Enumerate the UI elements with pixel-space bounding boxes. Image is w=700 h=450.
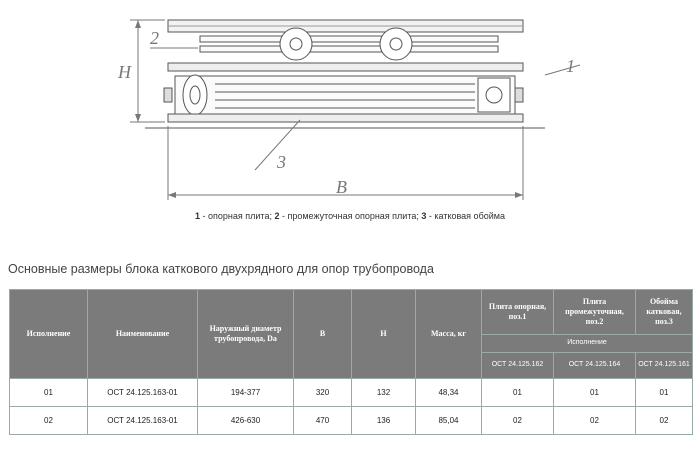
header-cage-3: Обойма катковая, поз.3 (636, 290, 693, 335)
caption-text-3: - катковая обойма (426, 211, 505, 221)
upper-bar (200, 36, 498, 42)
caption-num-1: 1 (195, 211, 201, 221)
table-row (10, 407, 693, 435)
callout-label-2: 2 (150, 28, 159, 48)
cell-b: 320 (294, 379, 352, 407)
header-std-3: ОСТ 24.125.161 (636, 353, 693, 379)
cell-plate-1: 01 (482, 379, 554, 407)
header-plate-2: Плита промежуточная, поз.2 (554, 290, 636, 335)
cell-name: ОСТ 24.125.163-01 (88, 407, 198, 435)
header-variant: Исполнение (10, 290, 88, 379)
header-name: Наименование (88, 290, 198, 379)
cell-cage-3: 01 (636, 379, 693, 407)
header-mass: Масса, кг (416, 290, 482, 379)
cell-mass: 48,34 (416, 379, 482, 407)
header-std-2: ОСТ 24.125.164 (554, 353, 636, 379)
cell-variant: 02 (10, 407, 88, 435)
cell-variant: 01 (10, 379, 88, 407)
technical-drawing (0, 0, 700, 210)
lower-roller-left (183, 75, 207, 115)
header-diameter: Наружный диаметр трубопровода, Da (198, 290, 294, 379)
cell-mass: 85,04 (416, 407, 482, 435)
dimension-label-b: B (336, 177, 347, 197)
upper-bar-2 (200, 46, 498, 52)
cell-diameter: 426-630 (198, 407, 294, 435)
intermediate-plate (168, 63, 523, 71)
dimensions-table (9, 289, 693, 435)
cell-cage-3: 02 (636, 407, 693, 435)
cell-h: 136 (352, 407, 416, 435)
header-h: H (352, 290, 416, 379)
dimension-label-h: H (118, 62, 131, 82)
upper-roller-right (380, 28, 412, 60)
cell-plate-1: 02 (482, 407, 554, 435)
cell-b: 470 (294, 407, 352, 435)
cell-plate-2: 02 (554, 407, 636, 435)
callout-label-1: 1 (566, 56, 575, 76)
lower-roller-right (478, 78, 510, 112)
cell-plate-2: 01 (554, 379, 636, 407)
upper-roller-left (280, 28, 312, 60)
cell-diameter: 194-377 (198, 379, 294, 407)
section-title: Основные размеры блока каткового двухрядного для опор трубопровода (8, 262, 434, 276)
cell-h: 132 (352, 379, 416, 407)
caption-text-1: - опорная плита; (200, 211, 275, 221)
drawing-caption (0, 211, 700, 221)
header-std-1: ОСТ 24.125.162 (482, 353, 554, 379)
caption-num-2: 2 (274, 211, 280, 221)
table-row (10, 379, 693, 407)
caption-text-2: - промежуточная опорная плита; (279, 211, 422, 221)
header-b: B (294, 290, 352, 379)
header-plate-1: Плита опорная, поз.1 (482, 290, 554, 335)
header-execution-group: Исполнение (482, 335, 693, 353)
cell-name: ОСТ 24.125.163-01 (88, 379, 198, 407)
base-plate (168, 114, 523, 122)
callout-label-3: 3 (277, 152, 286, 172)
caption-num-3: 3 (421, 211, 427, 221)
